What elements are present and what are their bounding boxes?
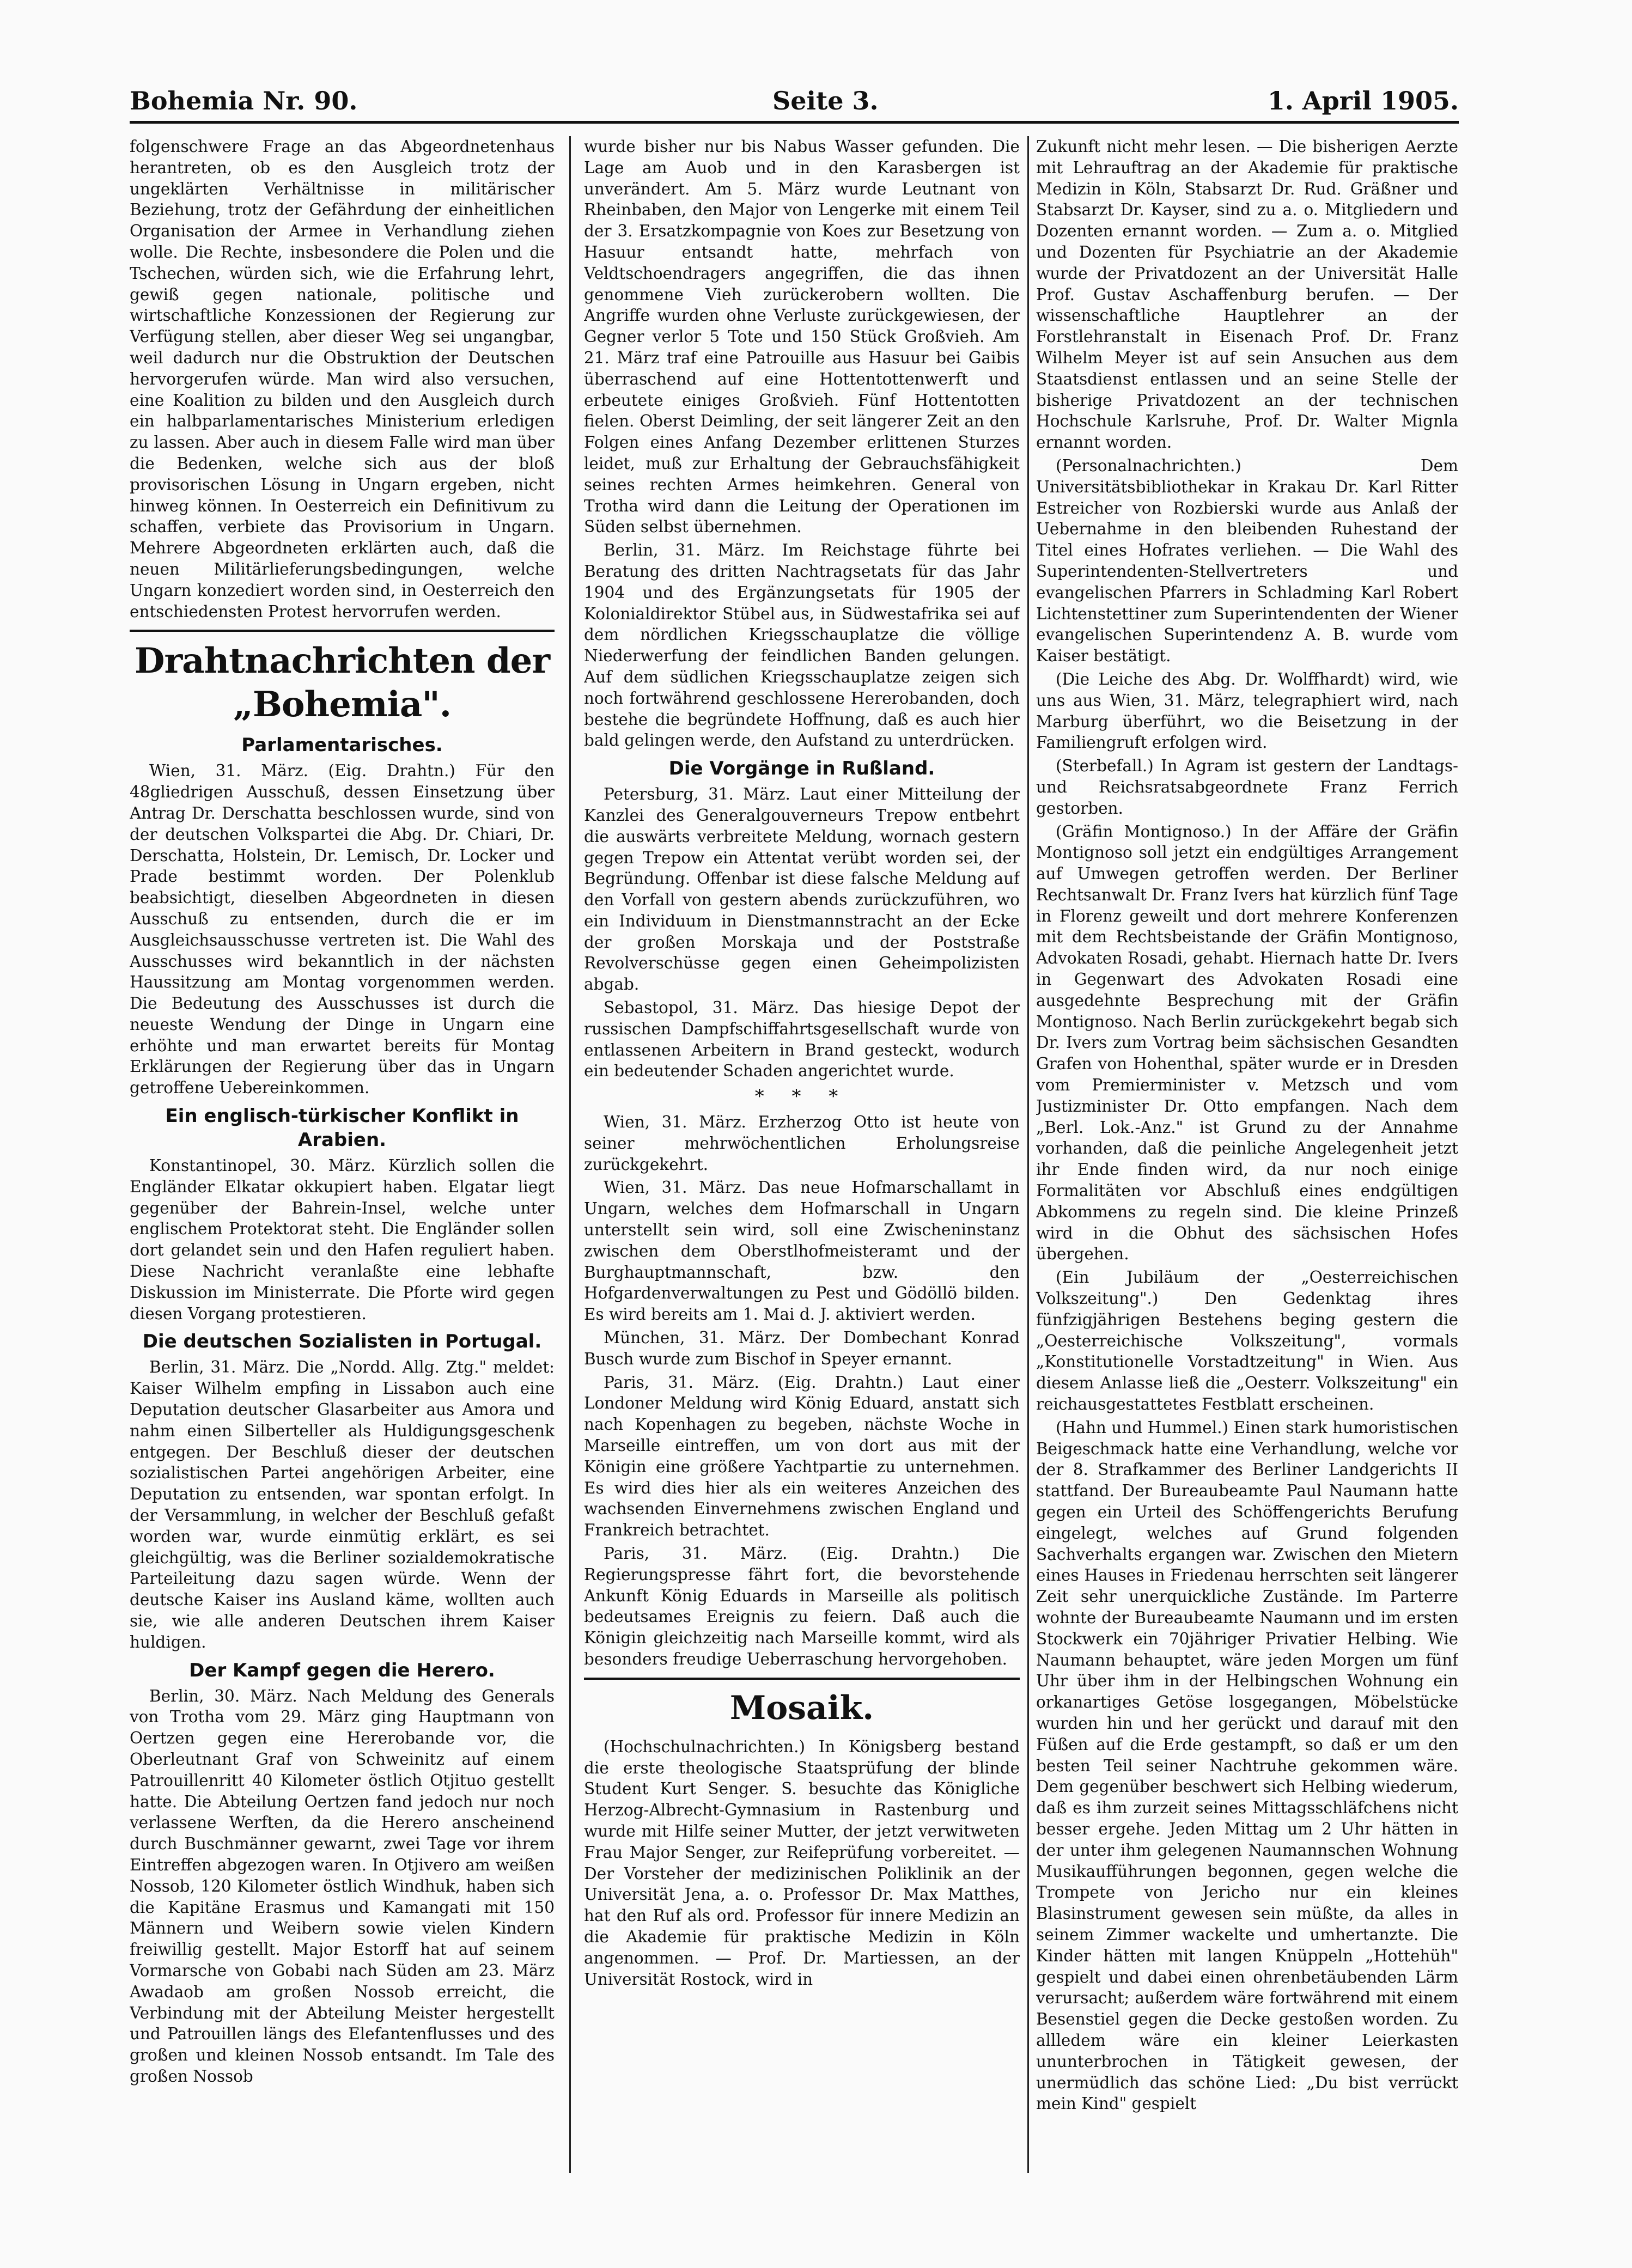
article-paragraph: wurde bisher nur bis Nabus Wasser gefunden. Die Lage am Auob und in den Karasbergen ist unverändert. Am 5. März wurde Leutnant von Rheinbaben, den Major von Lengerke mit einem Teil der 3. Ersatzkompagnie von Koes zur Besetzung von Hasuur entsandt hatte, mehrfach von Veldtschoendragers angegriffen, die das ihnen genommene Vieh zurückerobern wollten. Die Angriffe wurden ohne Verluste zurückgewiesen, der Gegner verlor 5 Tote und 150 Stück Großvieh. Am 21. März traf eine Patrouille aus Hasuur bei Gaibis überraschend auf eine Hottentottenwerft und erbeutete einiges Großvieh. Fünf Hottentotten fielen. Oberst Deimling, der seit längerer Zeit an den Folgen eines Anfang Dezember erlittenen Sturzes leidet, muß zur Erhaltung der Gebrauchsfähigkeit seines rechten Armes heimkehren. General von Trotha wird dann die Leitung der Operationen im Süden selbst übernehmen.	[584, 137, 1020, 536]
article-paragraph: (Personalnachrichten.) Dem Universitätsbibliothekar in Krakau Dr. Karl Ritter Estreicher von Rozbierski wurde aus Anlaß der Uebernahme in den bleibenden Ruhestand der Titel eines Hofrates verliehen. — Die Wahl des Superintendenten-Stellvertreters und evangelischen Pfarrers in Schladming Karl Robert Lichtenstettiner zum Superintendenten der Wiener evangelischen Superintendenz A. B. wurde vom Kaiser bestätigt.	[1036, 456, 1458, 666]
article-paragraph: Berlin, 30. März. Nach Meldung des Generals von Trotha vom 29. März ging Hauptmann von Oertzen gegen eine Hererobande vor, die Oberleutnant Graf von Schweinitz auf einem Patrouillenritt 40 Kilometer östlich Otjituo gestellt hatte. Die Abteilung Oertzen fand jedoch nur noch verlassene Werften, da die Herero anscheinend durch Buschmänner gewarnt, zwei Tage vor ihrem Eintreffen abgezogen waren. In Otjivero am weißen Nossob, 120 Kilometer östlich Windhuk, haben sich die Kapitäne Erasmus und Kamangati mit 150 Männern und Weibern sowie vielen Kindern freiwillig gestellt. Major Estorff hat auf seinem Vormarsche von Gobabi nach Süden am 23. März Awadaob am großen Nossob erreicht, die Verbindung mit der Abteilung Meister hergestellt und Patrouillen längs des Elefantenflusses und des großen und kleinen Nossob entsandt. Im Tale des großen Nossob	[130, 1686, 555, 2086]
article-paragraph: Petersburg, 31. März. Laut einer Mitteilung der Kanzlei des Generalgouverneurs Trepow entbehrt die auswärts verbreitete Meldung, wornach gestern gegen Trepow ein Attentat verübt worden sei, der Begründung. Offenbar ist diese falsche Meldung auf den Vorfall von gestern abends zurückzuführen, wo ein Individuum in Dienstmannstracht an der Ecke der großen Morskaja und der Poststraße Revolverschüsse gegen einen Geheimpolizisten abgab.	[584, 785, 1020, 994]
article-paragraph: (Hahn und Hummel.) Einen stark humoristischen Beigeschmack hatte eine Verhandlung, welche vor der 8. Strafkammer des Berliner Landgerichts II stattfand. Der Bureaubeamte Paul Naumann hatte gegen ein Urteil des Schöffengerichts Berufung eingelegt, welches auf Grund folgenden Sachverhalts ergangen war. Zwischen den Mietern eines Hauses in Friedenau herrschten seit längerer Zeit sehr unerquickliche Zustände. Im Parterre wohnte der Bureaubeamte Naumann und im ersten Stockwerk ein 70jähriger Privatier Helbing. Wie Naumann behauptet, wäre jeden Morgen um fünf Uhr über ihm in der Helbingschen Wohnung ein orkanartiges Getöse losgegangen, Möbelstücke wurden hin und her gerückt und darauf mit den Füßen auf die Erde gestampft, so daß er um den besten Teil seiner Nachtruhe gekommen wäre. Dem gegenüber beschwert sich Helbing wiederum, daß es ihm zurzeit seines Mittagsschläfchens nicht besser ergehe. Jeden Mittag um 2 Uhr hätten in der unter ihm gelegenen Naumannschen Wohnung Musikaufführungen begonnen, gegen welche die Trompete von Jericho nur ein kleines Blasinstrument gewesen sein müßte, da alles in seinem Zimmer wackelte und umhertanzte. Die Kinder hätten mit langen Knüppeln „Hottehüh" gespielt und dabei einen ohrenbetäubenden Lärm verursacht; außerdem wäre fortwährend mit einem Besenstiel gegen die Decke gestoßen worden. Zu allledem wäre ein kleiner Leierkasten ununterbrochen in Tätigkeit gewesen, der unermüdlich das schöne Lied: „Du bist verrückt mein Kind" gespielt	[1036, 1418, 1458, 2113]
newspaper-issue: Bohemia Nr. 90.	[130, 86, 358, 115]
column-divider	[1027, 136, 1029, 2173]
article-paragraph: Paris, 31. März. (Eig. Drahtn.) Laut einer Londoner Meldung wird König Eduard, anstatt sich nach Kopenhagen zu begeben, nächste Woche in Marseille eintreffen, um von dort aus mit der Königin eine größere Yachtpartie zu unternehmen. Es wird dies hier als ein weiteres Anzeichen des wachsenden Einvernehmens zwischen England und Frankreich betrachtet.	[584, 1373, 1020, 1540]
article-paragraph: Wien, 31. März. Erzherzog Otto ist heute von seiner mehrwöchentlichen Erholungsreise zurückgekehrt.	[584, 1113, 1020, 1174]
article-headline: Der Kampf gegen die Herero.	[189, 1659, 495, 1681]
article-paragraph: Wien, 31. März. (Eig. Drahtn.) Für den 48gliedrigen Ausschuß, dessen Einsetzung über Antrag Dr. Derschatta beschlossen wurde, sind von der deutschen Volkspartei die Abg. Dr. Chiari, Dr. Derschatta, Holstein, Dr. Lemisch, Dr. Locker und Prade bestimmt worden. Der Polenklub beabsichtigt, dieselben Abgeordneten in diesen Ausschuß zu entsenden, durch die er im Ausgleichsausschusse vertreten ist. Die Wahl des Ausschusses wird bekanntlich in der nächsten Haussitzung am Montag vorgenommen werden. Die Bedeutung des Ausschusses ist durch die neueste Wendung der Dinge in Ungarn eine erhöhte und man erwartet bereits für Montag Erklärungen der Regierung über das in Ungarn getroffene Uebereinkommen.	[130, 761, 555, 1098]
section-rule	[584, 1678, 1020, 1680]
article-paragraph: Sebastopol, 31. März. Das hiesige Depot der russischen Dampfschiffahrtsgesellschaft wurde von entlassenen Arbeitern in Brand gesteckt, wodurch ein bedeutender Schaden angerichtet wurde.	[584, 998, 1020, 1081]
article-paragraph: Zukunft nicht mehr lesen. — Die bisherigen Aerzte mit Lehrauftrag an der Akademie für praktische Medizin in Köln, Stabsarzt Dr. Rud. Gräßner und Stabsarzt Dr. Kayser, sind zu a. o. Mitgliedern und Dozenten ernannt worden. — Zum a. o. Mitglied und Dozenten für Psychiatrie an der Akademie wurde der Privatdozent an der Universität Halle Prof. Gustav Aschaffenburg berufen. — Der wissenschaftliche Hauptlehrer an der Forstlehranstalt in Eisenach Prof. Dr. Franz Wilhelm Meyer ist auf sein Ansuchen aus dem Staatsdienst entlassen und an seine Stelle der bisherige Privatdozent an der technischen Hochschule Karlsruhe, Prof. Dr. Walter Mignla ernannt worden.	[1036, 137, 1458, 452]
article-headline: Parlamentarisches.	[241, 734, 443, 757]
article-headline: Ein englisch-türkischer Konflikt in Arabien.	[165, 1105, 519, 1151]
article-paragraph: Konstantinopel, 30. März. Kürzlich sollen die Engländer Elkatar okkupiert haben. Elgatar liegt gegenüber der Bahrein-Insel, welche unter englischem Protektorat steht. Die Engländer sollen dort gelandet sein und den Hafen reguliert haben. Diese Nachricht veranlaßte eine lebhafte Diskussion im Ministerrate. Die Pforte wird gegen diesen Vorgang protestieren.	[130, 1156, 555, 1323]
column-3	[1036, 136, 1458, 2173]
page-number: Seite 3.	[772, 86, 879, 115]
article-paragraph: (Ein Jubiläum der „Oesterreichischen Volkszeitung".) Den Gedenktag ihres fünfzigjährigen Bestehens beging gestern die „Oesterreichische Volkszeitung", vormals „Konstitutionelle Vorstadtzeitung" in Wien. Aus diesem Anlasse ließ die „Oesterr. Volkszeitung" ein reichausgestattetes Festblatt erscheinen.	[1036, 1268, 1458, 1414]
article-paragraph: Wien, 31. März. Das neue Hofmarschallamt in Ungarn, welches dem Hofmarschall in Ungarn unterstellt sein wird, soll eine Zwischeninstanz zwischen dem Oberstlhofmeisteramt und der Burghauptmannschaft, bzw. den Hofgardenverwaltungen zu Pest und Gödöllö bilden. Es wird bereits am 1. Mai d. J. aktiviert werden.	[584, 1178, 1020, 1324]
column-divider	[569, 136, 571, 2173]
article-paragraph: Berlin, 31. März. Im Reichstage führte bei Beratung des dritten Nachtragsetats für das Jahr 1904 und des Ergänzungsetats für 1905 der Kolonialdirektor Stübel aus, in Südwestafrika sei auf dem nördlichen Kriegsschauplatze die völlige Niederwerfung der feindlichen Banden gelungen. Auf dem südlichen Kriegsschauplatze zeigen sich noch fortwährend geschlossene Hererobanden, doch bestehe die begründete Hoffnung, daß es auch hier bald gelingen werde, den Aufstand zu unterdrücken.	[584, 541, 1020, 750]
section-separator: * * *	[754, 1086, 849, 1108]
section-title: Mosaik.	[729, 1688, 874, 1727]
section-masthead: Drahtnachrichten der „Bohemia".	[134, 641, 550, 725]
column-1	[130, 136, 555, 2173]
article-paragraph: München, 31. März. Der Dombechant Konrad Busch wurde zum Bischof in Speyer ernannt.	[584, 1328, 1020, 1368]
article-paragraph: (Die Leiche des Abg. Dr. Wolffhardt) wird, wie uns aus Wien, 31. März, telegraphiert wird, nach Marburg überführt, wo die Beisetzung in der Familiengruft erfolgen wird.	[1036, 669, 1458, 752]
section-rule	[130, 630, 555, 632]
column-2	[584, 136, 1020, 2173]
article-paragraph: Berlin, 31. März. Die „Nordd. Allg. Ztg." meldet: Kaiser Wilhelm empfing in Lissabon auch eine Deputation deutscher Glasarbeiter aus Amora und nahm einen Silberteller als Huldigungsgeschenk entgegen. Der Beschluß dieser der deutschen sozialistischen Partei angehörigen Arbeiter, eine Deputation zu entsenden, war spontan erfolgt. In der Versammlung, in welcher der Beschluß gefaßt worden war, wurde einmütig erklärt, es sei gleichgültig, was die Berliner sozialdemokratische Parteileitung dazu sagen würde. Wenn der deutsche Kaiser ins Ausland käme, wollten auch sie, wie alle anderen Deutschen ihrem Kaiser huldigen.	[130, 1358, 555, 1651]
article-paragraph: (Sterbefall.) In Agram ist gestern der Landtags- und Reichsratsabgeordnete Franz Ferrich gestorben.	[1036, 757, 1458, 818]
page-header	[130, 82, 1459, 124]
article-headline: Die deutschen Sozialisten in Portugal.	[142, 1331, 542, 1353]
article-paragraph: Paris, 31. März. (Eig. Drahtn.) Die Regierungspresse fährt fort, die bevorstehende Ankunft König Eduards in Marseille als politisch bedeutsames Ereignis zu feiern. Daß auch die Königin gleichzeitig nach Marseille kommt, wird als besonders freudige Ueberraschung hervorgehoben.	[584, 1544, 1020, 1668]
article-paragraph: folgenschwere Frage an das Abgeordnetenhaus herantreten, ob es den Ausgleich trotz der ungeklärten Verhältnisse in militärischer Beziehung, trotz der Gefährdung der einheitlichen Organisation der Armee in Verhandlung ziehen wolle. Die Rechte, insbesondere die Polen und die Tschechen, würden sich, wie die Erfahrung lehrt, gewiß gegen nationale, politische und wirtschaftliche Konzessionen der Regierung zur Verfügung stellen, aber dieser Weg sei ungangbar, weil dadurch nur die Obstruktion der Deutschen hervorgerufen würde. Man wird also versuchen, eine Koalition zu bilden und den Ausgleich durch ein halbparlamentarisches Ministerium erledigen zu lassen. Aber auch in diesem Falle wird man über die Bedenken, welche sich aus der bloß provisorischen Lösung in Ungarn ergeben, nicht hinweg können. In Oesterreich ein Definitivum zu schaffen, verbiete das Provisorium in Ungarn. Mehrere Abgeordneten erklärten auch, daß die neuen Militärlieferungsbedingungen, welche Ungarn konzediert worden sind, in Oesterreich den entschiedensten Protest hervorrufen werden.	[130, 137, 555, 621]
issue-date: 1. April 1905.	[1267, 86, 1459, 115]
article-paragraph: (Hochschulnachrichten.) In Königsberg bestand die erste theologische Staatsprüfung der blinde Student Kurt Senger. S. besuchte das Königliche Herzog-Albrecht-Gymnasium in Rastenburg und wurde mit Hilfe seiner Mutter, der jetzt verwitweten Frau Major Senger, zur Reifeprüfung vorbereitet. — Der Vorsteher der medizinischen Poliklinik an der Universität Jena, a. o. Professor Dr. Max Matthes, hat den Ruf als ord. Professor für innere Medizin an die Akademie für praktische Medizin in Köln angenommen. — Prof. Dr. Martiessen, an der Universität Rostock, wird in	[584, 1737, 1020, 1989]
article-headline: Die Vorgänge in Rußland.	[668, 758, 935, 780]
article-paragraph: (Gräfin Montignoso.) In der Affäre der Gräfin Montignoso soll jetzt ein endgültiges Arrangement auf Umwegen getroffen werden. Der Berliner Rechtsanwalt Dr. Franz Ivers hat kürzlich fünf Tage in Florenz geweilt und dort mehrere Konferenzen mit dem Rechtsbeistande der Gräfin Montignoso, Advokaten Rosadi, gehabt. Hiernach hatte Dr. Ivers in Gegenwart des Advokaten Rosadi eine ausgedehnte Besprechung mit der Gräfin Montignoso. Nach Berlin zurückgekehrt begab sich Dr. Ivers zum Vortrag beim sächsischen Gesandten Grafen von Hohenthal, später wurde er in Dresden vom Premierminister v. Metzsch und vom Justizminister Dr. Otto empfangen. Nach dem „Berl. Lok.-Anz." ist Grund zu der Annahme vorhanden, daß die peinliche Angelegenheit jetzt ihr Ende finden wird, da nur noch einige Formalitäten vor Abschluß eines endgültigen Abkommens zu regeln sind. Die kleine Prinzeß wird in die Obhut des sächsischen Hofes übergehen.	[1036, 822, 1458, 1264]
